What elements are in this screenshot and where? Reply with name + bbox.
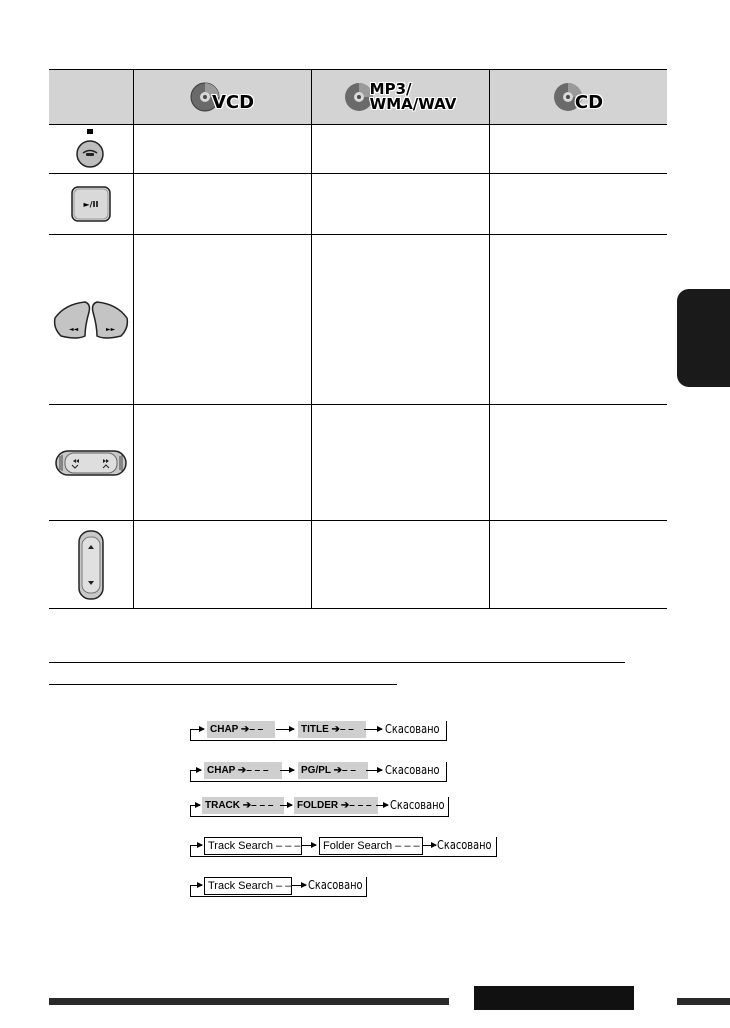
language-side-tab: [677, 289, 730, 387]
row-divider: [49, 234, 667, 235]
format-label-mp3: MP3/: [369, 80, 412, 98]
play-pause-button-icon: [69, 184, 113, 224]
text-underline: [49, 684, 397, 685]
flow-diagram-5: [190, 877, 370, 897]
row-divider: [49, 173, 667, 174]
table-bottom-line: [49, 608, 667, 609]
flow4-cancelled: Скасовано: [437, 838, 492, 852]
flow1-chap-label: CHAP: [210, 724, 239, 735]
flow3-folder-label: FOLDER: [297, 800, 339, 811]
up-down-buttons-cell: [49, 521, 133, 608]
format-header-vcd: [133, 79, 311, 115]
loop-line: [190, 740, 446, 741]
column-divider: [311, 69, 312, 609]
play-pause-symbol: ►/II: [83, 200, 99, 209]
arrow-icon: [276, 729, 294, 730]
arrow-icon: [423, 845, 436, 846]
play-pause-button-cell: [49, 174, 133, 234]
flow2-pgpl: PG/PL ➔– –: [298, 762, 368, 779]
loop-line: [366, 877, 367, 897]
controls-table: [49, 69, 667, 609]
loop-line: [190, 856, 496, 857]
seek-buttons-cell: [49, 235, 133, 404]
footer-bar-left: [49, 998, 449, 1005]
format-header-cd: [489, 79, 667, 115]
arrow-icon: [302, 845, 316, 846]
format-label-cd: CD: [574, 91, 604, 113]
arrow-icon: [190, 845, 202, 846]
flow1-title-dash: – –: [339, 724, 354, 735]
stop-button-cell: [49, 125, 133, 173]
arrow-icon: [190, 885, 202, 886]
flow4-folder-search: Folder Search – – –: [319, 837, 423, 855]
loop-line: [496, 837, 497, 857]
skip-dial-icon: [54, 448, 128, 478]
stop-button-icon: [74, 127, 108, 171]
fast-forward-symbol: ►►: [106, 325, 116, 333]
arrow-icon: [190, 729, 204, 730]
flow2-chap: CHAP ➔– – –: [204, 762, 282, 779]
flow3-track: TRACK ➔– – –: [202, 797, 284, 814]
flow-diagram-1: [190, 721, 450, 741]
arrow-icon: [190, 770, 201, 771]
arrow-icon: [364, 729, 382, 730]
format-label-vcd: VCD: [211, 91, 255, 113]
flow5-cancelled: Скасовано: [308, 878, 363, 892]
row-divider: [49, 404, 667, 405]
arrow-icon: [292, 885, 306, 886]
rewind-symbol: ◄◄: [69, 325, 79, 333]
row-divider: [49, 520, 667, 521]
flow-diagram-3: [190, 797, 450, 817]
flow2-chap-dash: – – –: [246, 765, 269, 776]
flow2-chap-label: CHAP: [207, 765, 236, 776]
arrow-icon: [280, 770, 294, 771]
flow4-track-search: Track Search – – –: [204, 837, 302, 855]
row-divider: [49, 124, 667, 125]
footer-bar-right: [677, 998, 730, 1005]
flow5-track-search: Track Search – –: [204, 877, 292, 895]
up-down-buttons-icon: [76, 529, 106, 601]
flow3-track-dash: – – –: [251, 800, 274, 811]
loop-line: [446, 721, 447, 741]
flow1-chap-dash: – –: [249, 724, 264, 735]
arrow-icon: [190, 805, 200, 806]
loop-line: [190, 896, 366, 897]
flow-diagram-4: [190, 837, 500, 857]
rewind-fast-forward-icon: [51, 298, 131, 342]
flow1-chap: CHAP ➔– –: [207, 721, 275, 738]
flow2-pgpl-label: PG/PL: [301, 765, 331, 776]
text-underline: [49, 662, 625, 663]
column-divider: [133, 69, 134, 609]
flow1-cancelled: Скасовано: [385, 722, 440, 736]
flow2-pgpl-dash: – –: [342, 765, 356, 776]
arrow-icon: [376, 805, 388, 806]
flow1-title: TITLE ➔– –: [298, 721, 366, 738]
flow1-title-label: TITLE: [301, 724, 329, 735]
flow3-folder: FOLDER ➔– – –: [294, 797, 378, 814]
skip-dial-cell: [49, 405, 133, 520]
flow3-track-label: TRACK: [205, 800, 240, 811]
loop-line: [448, 797, 449, 817]
column-divider: [489, 69, 490, 609]
loop-line: [190, 816, 448, 817]
arrow-icon: [366, 770, 382, 771]
loop-line: [190, 781, 446, 782]
flow-diagram-2: [190, 762, 450, 782]
flow3-cancelled: Скасовано: [390, 798, 445, 812]
format-label-wma-wav: WMA/WAV: [369, 95, 457, 113]
flow3-folder-dash: – – –: [349, 800, 372, 811]
flow2-cancelled: Скасовано: [385, 763, 440, 777]
loop-line: [446, 762, 447, 782]
footer-page-box: [474, 986, 634, 1010]
arrow-icon: [280, 805, 292, 806]
format-header-mp3-wma-wav: [311, 79, 489, 115]
